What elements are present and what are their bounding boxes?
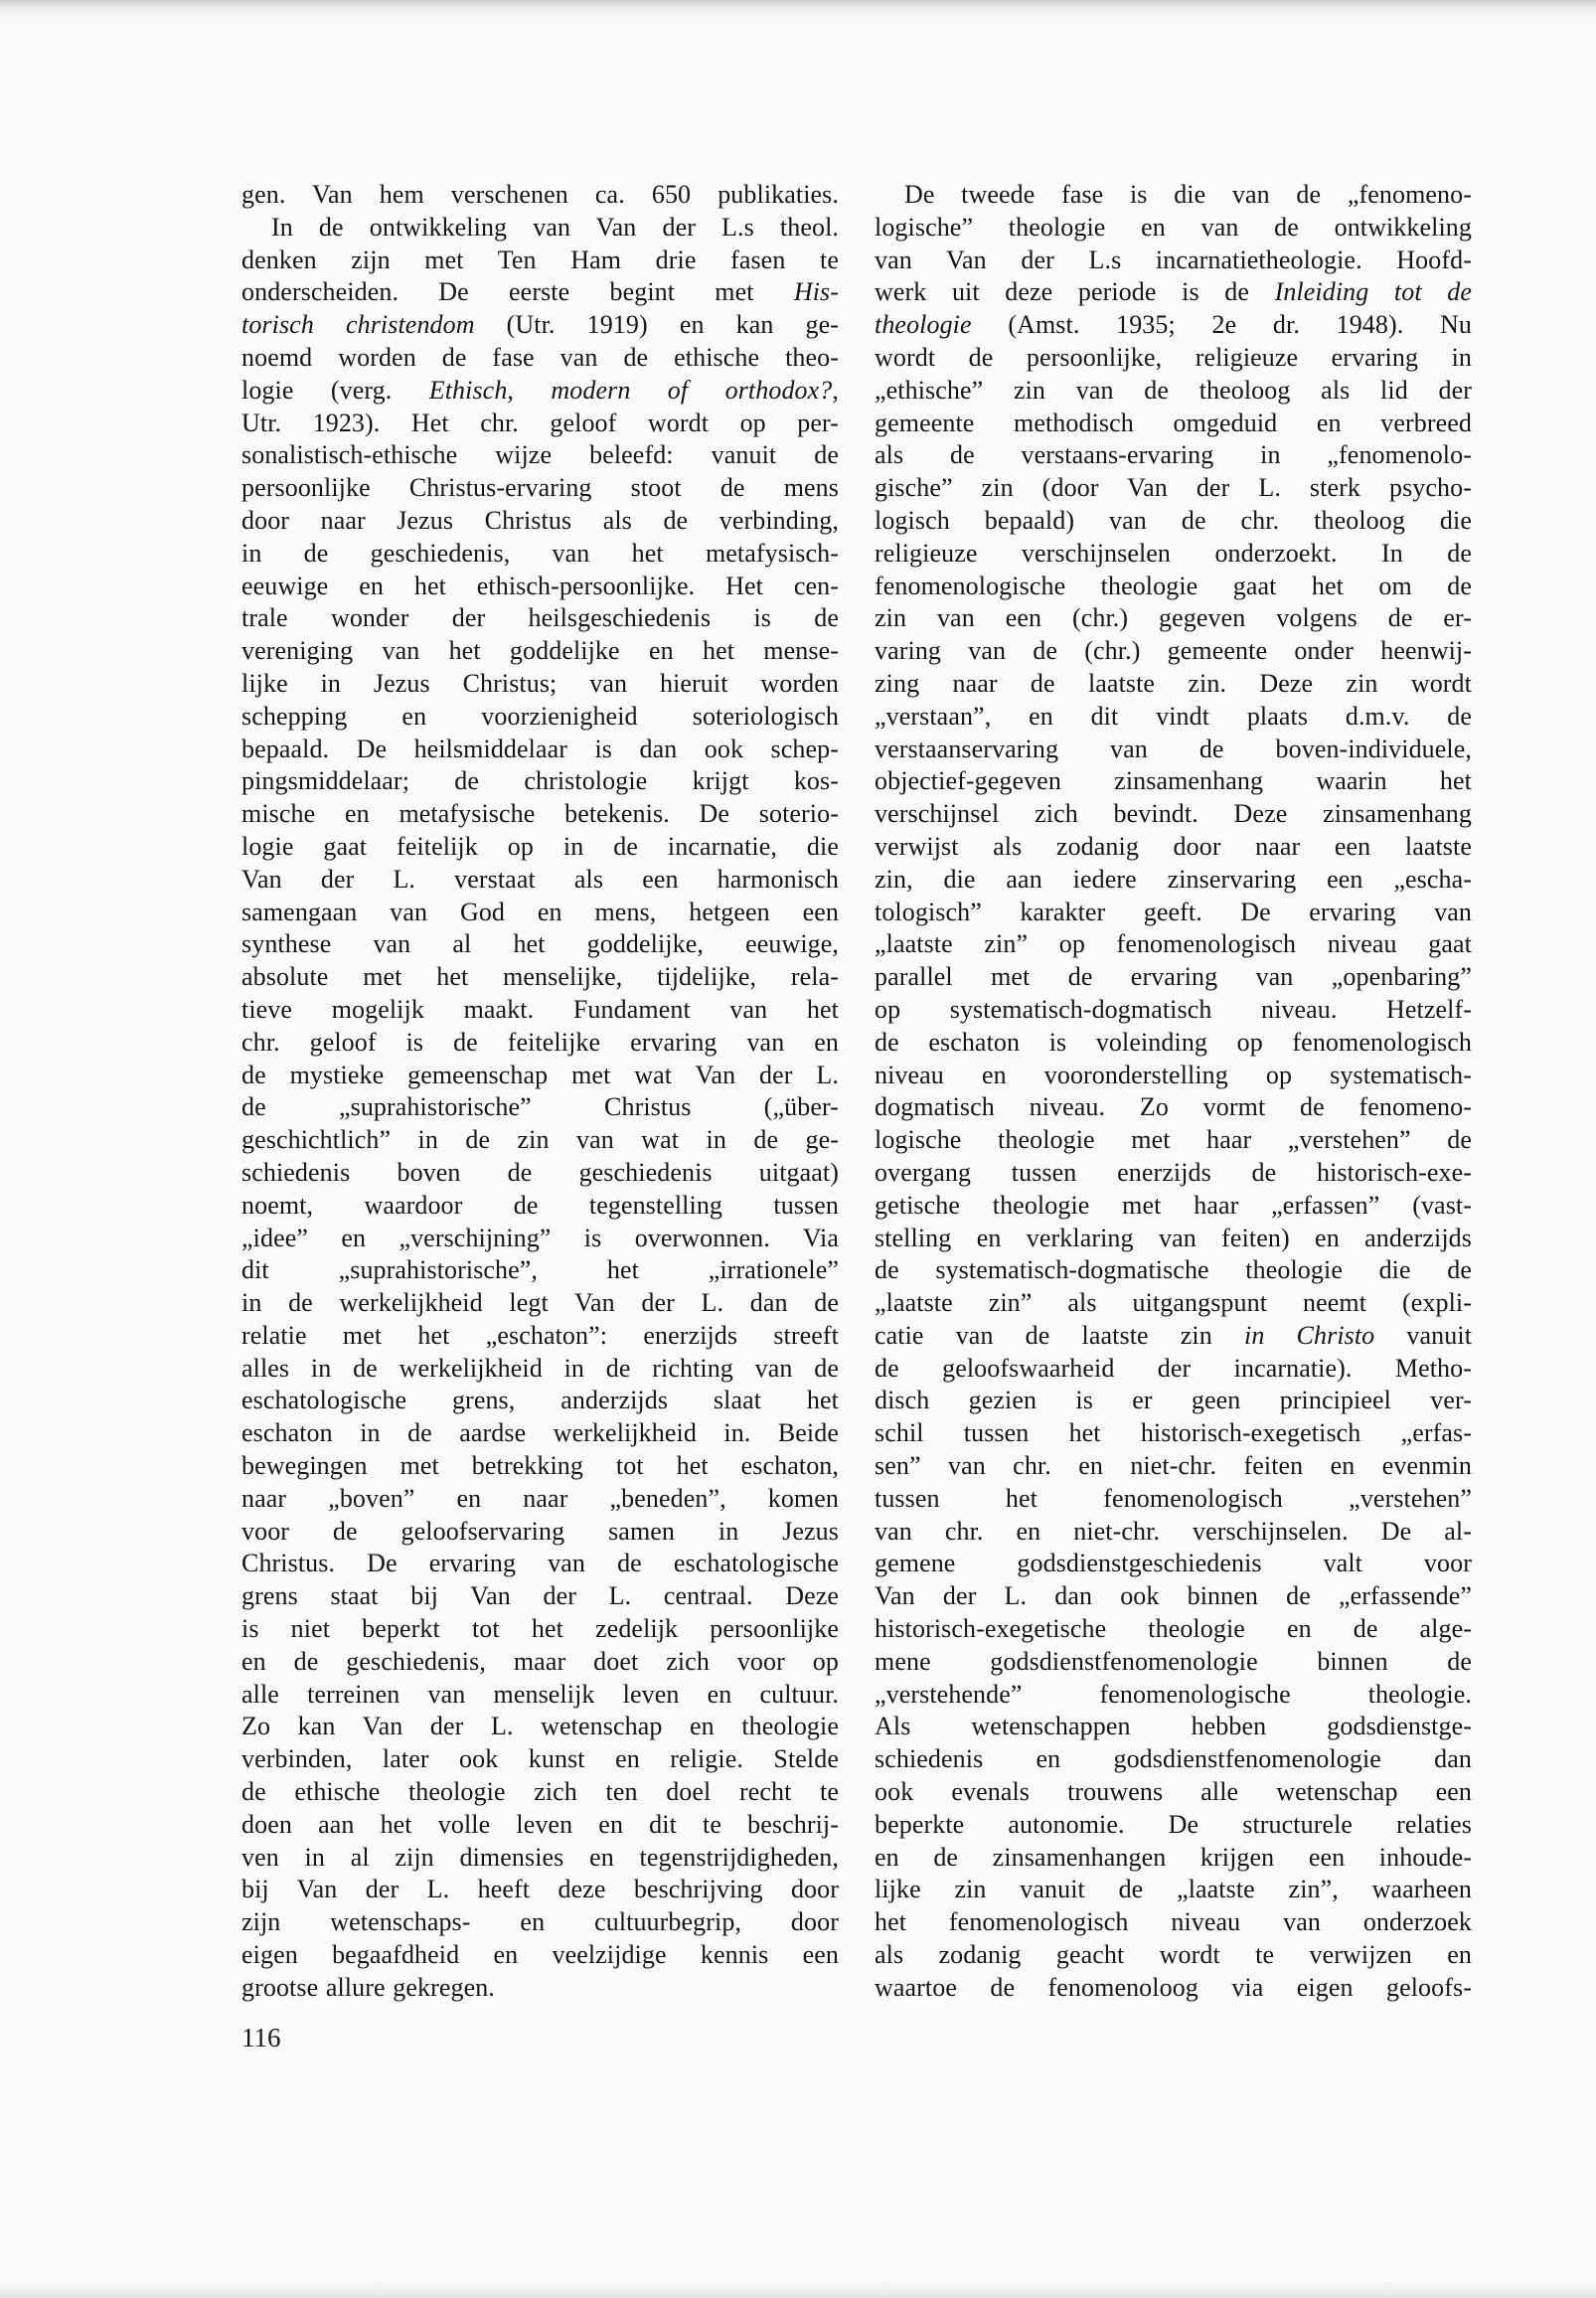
- text-line: „ethische” zin van de theoloog als lid der: [875, 375, 1472, 405]
- text-line: schil tussen het historisch-exegetisch „erfas-: [875, 1418, 1472, 1448]
- text-line: zin van een (chr.) gegeven volgens de er-: [875, 603, 1472, 633]
- text-line: schiedenis boven de geschiedenis uitgaat): [241, 1157, 839, 1187]
- text-line: catie van de laatste zin in Christo vanuit: [875, 1320, 1473, 1350]
- text-line: gemeente methodisch omgeduid en verbreed: [875, 408, 1472, 437]
- text-line: historisch-exegetische theologie en de alge-: [875, 1614, 1472, 1644]
- text-line: logische theologie met haar „verstehen” de: [875, 1125, 1472, 1155]
- text-line: zin, die aan iedere zinservaring een „escha-: [875, 864, 1472, 894]
- text-line: grootse allure gekregen.: [241, 1972, 495, 2002]
- column-left: [241, 179, 839, 2005]
- text-line: geschichtlich” in de zin van wat in de ge-: [241, 1125, 839, 1155]
- text-line: bewegingen met betrekking tot het eschaton,: [241, 1451, 839, 1481]
- text-line: doen aan het volle leven en dit te beschrij-: [241, 1809, 839, 1839]
- text-line: zijn wetenschaps- en cultuurbegrip, door: [241, 1907, 839, 1937]
- text-line: en de zinsamenhangen krijgen een inhoude-: [875, 1842, 1472, 1872]
- text-line: de eschaton is voleinding op fenomenologisch: [875, 1027, 1472, 1057]
- text-line: Als wetenschappen hebben godsdienstge-: [875, 1712, 1472, 1741]
- text-line: de ethische theologie zich ten doel recht te: [241, 1777, 839, 1807]
- scan-edge-top: [0, 0, 1596, 30]
- text-line: denken zijn met Ten Ham drie fasen te: [241, 245, 839, 274]
- text-line: gemene godsdienstgeschiedenis valt voor: [875, 1549, 1472, 1578]
- text-line: tieve mogelijk maakt. Fundament van het: [241, 994, 839, 1024]
- text-line: eeuwige en het ethisch-persoonlijke. Het cen-: [241, 571, 839, 600]
- text-line: Christus. De ervaring van de eschatologische: [241, 1549, 839, 1578]
- text-line: lijke zin vanuit de „laatste zin”, waarheen: [875, 1875, 1472, 1904]
- text-line: door naar Jezus Christus als de verbinding,: [241, 505, 839, 535]
- text-line: Van der L. verstaat als een harmonisch: [241, 864, 839, 894]
- text-line: bij Van der L. heeft deze beschrijving door: [241, 1875, 839, 1904]
- text-line: relatie met het „eschaton”: enerzijds streeft: [241, 1320, 839, 1350]
- text-line: schepping en voorzienigheid soteriologisch: [241, 701, 839, 731]
- text-line: chr. geloof is de feitelijke ervaring van en: [241, 1027, 839, 1057]
- text-line: onderscheiden. De eerste begint met His-: [241, 277, 839, 307]
- text-line: op systematisch-dogmatisch niveau. Hetzelf-: [875, 994, 1472, 1024]
- text-line: alle terreinen van menselijk leven en cultuur.: [241, 1679, 839, 1709]
- text-line: persoonlijke Christus-ervaring stoot de mens: [241, 473, 839, 503]
- text-line: beperkte autonomie. De structurele relaties: [875, 1809, 1472, 1839]
- text-line: sonalistisch-ethische wijze beleefd: vanuit de: [241, 440, 839, 470]
- text-line: als zodanig geacht wordt te verwijzen en: [875, 1940, 1472, 1970]
- text-line: noemt, waardoor de tegenstelling tussen: [241, 1190, 839, 1220]
- text-line: eigen begaafdheid en veelzijdige kennis een: [241, 1940, 839, 1970]
- text-line: ook evenals trouwens alle wetenschap een: [875, 1777, 1472, 1807]
- text-line: de systematisch-dogmatische theologie die de: [875, 1255, 1472, 1285]
- text-line: tussen het fenomenologisch „verstehen”: [875, 1483, 1472, 1513]
- text-line: De tweede fase is die van de „fenomeno-: [904, 180, 1472, 209]
- text-line: theologie (Amst. 1935; 2e dr. 1948). Nu: [875, 310, 1472, 340]
- page-content: [241, 179, 1472, 2005]
- text-line: dogmatisch niveau. Zo vormt de fenomeno-: [875, 1092, 1472, 1122]
- text-line: logisch bepaald) van de chr. theoloog die: [875, 505, 1472, 535]
- text-line: mene godsdienstfenomenologie binnen de: [875, 1646, 1472, 1676]
- text-line: logie (verg. Ethisch, modern of orthodox?,: [241, 375, 839, 405]
- text-line: torisch christendom (Utr. 1919) en kan ge-: [241, 310, 839, 340]
- text-line: parallel met de ervaring van „openbaring”: [875, 962, 1472, 992]
- text-line: in de werkelijkheid legt Van der L. dan de: [241, 1288, 839, 1318]
- text-line: zing naar de laatste zin. Deze zin wordt: [875, 668, 1472, 698]
- text-line: religieuze verschijnselen onderzoekt. In de: [875, 538, 1472, 568]
- scan-edge-bottom: [0, 2272, 1596, 2298]
- text-line: eschatologische grens, anderzijds slaat het: [241, 1386, 839, 1415]
- text-line: vereniging van het goddelijke en het mense-: [241, 636, 839, 666]
- text-line: lijke in Jezus Christus; van hieruit worden: [241, 668, 839, 698]
- text-line: werk uit deze periode is de Inleiding tot de: [875, 277, 1472, 307]
- text-line: is niet beperkt tot het zedelijk persoonlijke: [241, 1614, 839, 1644]
- text-line: gen. Van hem verschenen ca. 650 publikaties.: [241, 180, 839, 209]
- text-line: niveau en vooronderstelling op systematisch-: [875, 1060, 1472, 1089]
- text-line: „verstaan”, en dit vindt plaats d.m.v. de: [875, 701, 1472, 731]
- column-right: [875, 179, 1472, 2005]
- text-line: alles in de werkelijkheid in de richting van de: [241, 1353, 839, 1383]
- text-line: bepaald. De heilsmiddelaar is dan ook schep-: [241, 734, 839, 763]
- text-line: in de geschiedenis, van het metafysisch-: [241, 538, 839, 568]
- text-line: overgang tussen enerzijds de historisch-exe-: [875, 1157, 1472, 1187]
- text-line: tologisch” karakter geeft. De ervaring van: [875, 897, 1472, 926]
- text-line: synthese van al het goddelijke, eeuwige,: [241, 929, 839, 959]
- text-line: „laatste zin” op fenomenologisch niveau gaat: [875, 929, 1472, 959]
- text-line: logische” theologie en van de ontwikkeling: [875, 212, 1472, 242]
- text-line: In de ontwikkeling van Van der L.s theol.: [271, 212, 839, 242]
- text-line: absolute met het menselijke, tijdelijke, rela-: [241, 962, 839, 992]
- text-line: Van der L. dan ook binnen de „erfassende”: [875, 1581, 1472, 1611]
- text-line: logie gaat feitelijk op in de incarnatie, die: [241, 831, 839, 861]
- text-line: samengaan van God en mens, hetgeen een: [241, 897, 839, 926]
- text-line: en de geschiedenis, maar doet zich voor op: [241, 1646, 839, 1676]
- text-line: Zo kan Van der L. wetenschap en theologie: [241, 1712, 839, 1741]
- text-line: „laatste zin” als uitgangspunt neemt (expli-: [875, 1288, 1472, 1318]
- text-line: pingsmiddelaar; de christologie krijgt kos-: [241, 766, 839, 796]
- text-line: van Van der L.s incarnatietheologie. Hoofd-: [875, 245, 1472, 274]
- text-line: naar „boven” en naar „beneden”, komen: [241, 1483, 839, 1513]
- text-line: waartoe de fenomenoloog via eigen geloofs-: [875, 1972, 1472, 2002]
- text-line: „verstehende” fenomenologische theologie.: [875, 1679, 1472, 1709]
- text-line: Utr. 1923). Het chr. geloof wordt op per-: [241, 408, 839, 437]
- page-number: 116: [241, 2023, 281, 2052]
- text-line: de mystieke gemeenschap met wat Van der L.: [241, 1060, 839, 1089]
- text-line: de geloofswaarheid der incarnatie). Metho-: [875, 1353, 1472, 1383]
- text-line: fenomenologische theologie gaat het om de: [875, 571, 1472, 600]
- text-line: van chr. en niet-chr. verschijnselen. De al-: [875, 1516, 1472, 1546]
- text-line: verwijst als zodanig door naar een laatste: [875, 831, 1472, 861]
- text-line: varing van de (chr.) gemeente onder heenwij-: [875, 636, 1472, 666]
- text-line: voor de geloofservaring samen in Jezus: [241, 1516, 839, 1546]
- text-line: disch gezien is er geen principieel ver-: [875, 1386, 1472, 1415]
- text-line: verschijnsel zich bevindt. Deze zinsamenhang: [875, 799, 1472, 829]
- text-line: dit „suprahistorische”, het „irrationele”: [241, 1255, 839, 1285]
- text-line: stelling en verklaring van feiten) en anderzijds: [875, 1223, 1472, 1252]
- text-line: mische en metafysische betekenis. De soterio-: [241, 799, 839, 829]
- text-line: als de verstaans-ervaring in „fenomenolo-: [875, 440, 1472, 470]
- text-line: het fenomenologisch niveau van onderzoek: [875, 1907, 1472, 1937]
- text-line: verbinden, later ook kunst en religie. Stelde: [241, 1744, 839, 1774]
- text-line: schiedenis en godsdienstfenomenologie dan: [875, 1744, 1472, 1774]
- text-line: verstaanservaring van de boven-individuele,: [875, 734, 1472, 763]
- text-line: gische” zin (door Van der L. sterk psycho-: [875, 473, 1472, 503]
- text-line: eschaton in de aardse werkelijkheid in. Beide: [241, 1418, 839, 1448]
- text-line: sen” van chr. en niet-chr. feiten en evenmin: [875, 1451, 1472, 1481]
- text-line: ven in al zijn dimensies en tegenstrijdigheden,: [241, 1842, 839, 1872]
- text-line: objectief-gegeven zinsamenhang waarin het: [875, 766, 1472, 796]
- text-line: grens staat bij Van der L. centraal. Deze: [241, 1581, 839, 1611]
- text-line: „idee” en „verschijning” is overwonnen. Via: [241, 1223, 839, 1252]
- text-line: noemd worden de fase van de ethische theo-: [241, 342, 839, 372]
- text-line: wordt de persoonlijke, religieuze ervaring in: [875, 342, 1472, 372]
- text-line: de „suprahistorische” Christus („über-: [241, 1092, 839, 1122]
- text-line: getische theologie met haar „erfassen” (vast-: [875, 1190, 1472, 1220]
- text-line: trale wonder der heilsgeschiedenis is de: [241, 603, 839, 633]
